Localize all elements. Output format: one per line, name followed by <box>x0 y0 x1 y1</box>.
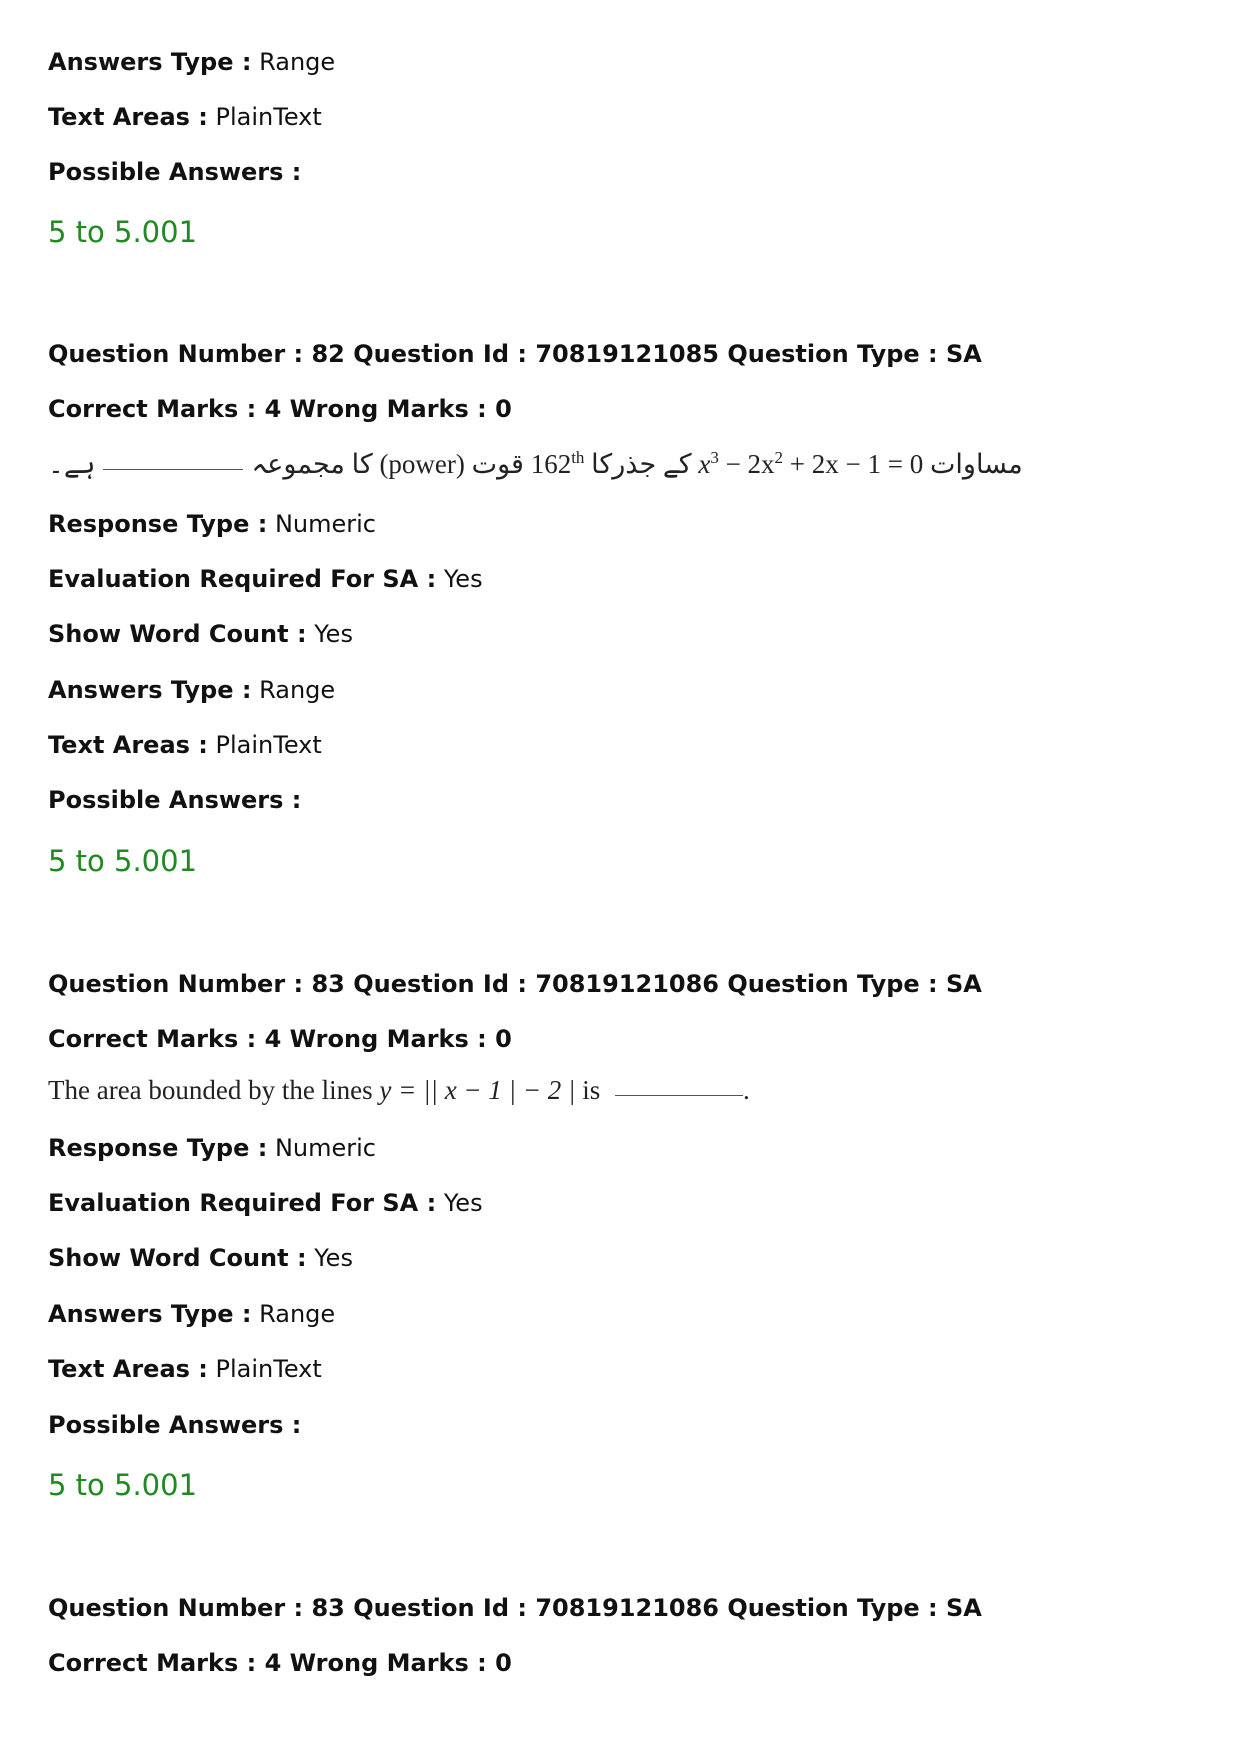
possible-answer: 5 to 5.001 <box>48 1468 198 1502</box>
answers-type-value: Range <box>259 1300 336 1328</box>
answers-type-label: Answers Type : <box>48 48 252 76</box>
word-count-value: Yes <box>314 1244 353 1272</box>
answers-type-label: Answers Type : <box>48 676 252 704</box>
question-marks: Correct Marks : 4 Wrong Marks : 0 <box>48 1649 512 1677</box>
possible-answers-label: Possible Answers : <box>48 786 302 814</box>
question-header: Question Number : 82 Question Id : 70819121085 Question Type : SA <box>48 340 982 368</box>
answers-type-row <box>48 46 335 78</box>
urdu-text: قوت <box>471 449 524 479</box>
question-marks: Correct Marks : 4 Wrong Marks : 0 <box>48 1025 512 1053</box>
equation-exponent: 2 <box>774 448 784 467</box>
text-areas-row <box>48 729 322 761</box>
response-type-label: Response Type : <box>48 1134 268 1162</box>
question-text <box>48 1073 750 1107</box>
response-type-row <box>48 1132 376 1164</box>
possible-answers-label: Possible Answers : <box>48 158 302 186</box>
answers-type-value: Range <box>259 48 336 76</box>
evaluation-row <box>48 1187 483 1219</box>
question-header: Question Number : 83 Question Id : 70819121086 Question Type : SA <box>48 970 982 998</box>
question-math: y = || x − 1 | − 2 | <box>379 1075 576 1105</box>
text-areas-row <box>48 101 322 133</box>
equation-variable: x <box>698 449 711 479</box>
word-count-row <box>48 1242 353 1274</box>
evaluation-value: Yes <box>443 1189 483 1217</box>
text-areas-row <box>48 1353 322 1385</box>
possible-answers-label: Possible Answers : <box>48 1411 302 1439</box>
equation-exponent: 3 <box>710 448 719 467</box>
word-count-row <box>48 618 353 650</box>
question-header: Question Number : 83 Question Id : 70819121086 Question Type : SA <box>48 1594 982 1622</box>
question-marks: Correct Marks : 4 Wrong Marks : 0 <box>48 395 512 423</box>
evaluation-label: Evaluation Required For SA : <box>48 1189 437 1217</box>
evaluation-row <box>48 563 483 595</box>
text-areas-label: Text Areas : <box>48 1355 208 1383</box>
answers-type-value: Range <box>259 676 336 704</box>
text-areas-label: Text Areas : <box>48 731 208 759</box>
equation-term: + 2x − 1 = 0 <box>783 449 924 479</box>
response-type-value: Numeric <box>274 1134 376 1162</box>
answers-type-label: Answers Type : <box>48 1300 252 1328</box>
question-text-urdu <box>48 441 1023 481</box>
text-areas-label: Text Areas : <box>48 103 208 131</box>
question-text-part: is <box>575 1075 607 1105</box>
power-word: (power) <box>379 449 465 479</box>
answers-type-row <box>48 1298 335 1330</box>
answer-blank <box>615 1095 743 1096</box>
evaluation-value: Yes <box>443 565 483 593</box>
evaluation-label: Evaluation Required For SA : <box>48 565 437 593</box>
question-end: . <box>742 1075 750 1105</box>
response-type-value: Numeric <box>274 510 376 538</box>
response-type-row <box>48 508 376 540</box>
question-text-part: The area bounded by the lines <box>48 1075 380 1105</box>
urdu-text: کے جذرکا <box>591 449 692 479</box>
word-count-label: Show Word Count : <box>48 620 307 648</box>
urdu-text: مساوات <box>929 449 1023 479</box>
response-type-label: Response Type : <box>48 510 268 538</box>
urdu-text: ہے۔ <box>48 449 96 479</box>
answers-type-row <box>48 674 335 706</box>
urdu-text: کا مجموعہ <box>251 449 373 479</box>
equation-term: − 2x <box>718 449 775 479</box>
answer-blank <box>103 469 243 470</box>
word-count-value: Yes <box>314 620 353 648</box>
exponent-number: 162 <box>530 449 572 479</box>
ordinal-suffix: th <box>571 448 585 467</box>
text-areas-value: PlainText <box>215 103 322 131</box>
text-areas-value: PlainText <box>215 1355 322 1383</box>
word-count-label: Show Word Count : <box>48 1244 307 1272</box>
possible-answer: 5 to 5.001 <box>48 844 198 878</box>
text-areas-value: PlainText <box>215 731 322 759</box>
possible-answer: 5 to 5.001 <box>48 215 198 249</box>
